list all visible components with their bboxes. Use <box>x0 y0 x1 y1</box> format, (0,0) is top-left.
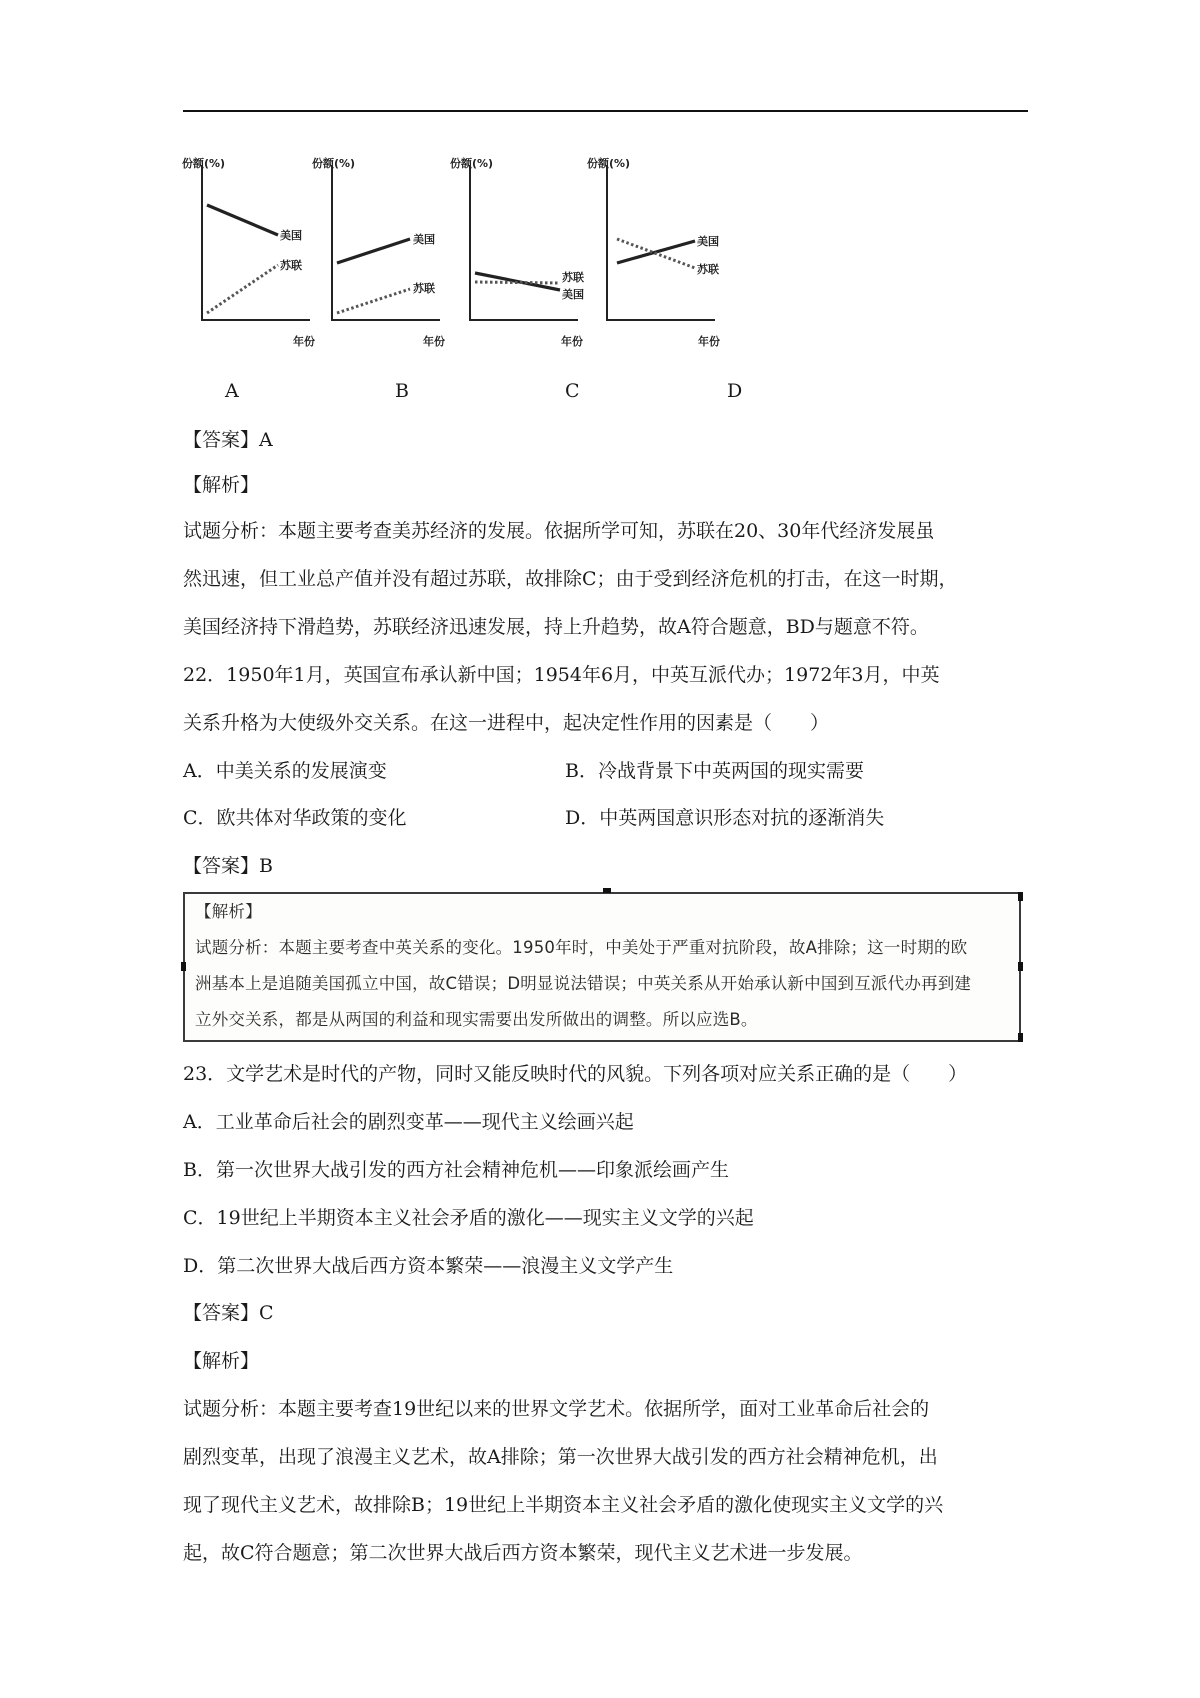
q22-analysis-screenshot <box>183 892 1021 1042</box>
q23-analysis-line-4: 起，故C符合题意；第二次世界大战后西方资本繁荣，现代主义艺术进一步发展。 <box>183 1542 863 1564</box>
chart-b <box>310 155 460 355</box>
q21-analysis-line-2: 然迅速，但工业总产值并没有超过苏联，故排除C；由于受到经济危机的打击，在这一时期， <box>183 568 958 590</box>
chart-a <box>180 155 330 355</box>
q22-stem-line-2: 关系升格为大使级外交关系。在这一进程中，起决定性作用的因素是（ ） <box>183 712 830 734</box>
q23-answer: 【答案】C <box>183 1302 274 1324</box>
q23-analysis-line-3: 现了现代主义艺术，故排除B；19世纪上半期资本主义社会矛盾的激化使现实主义文学的兴 <box>183 1494 944 1516</box>
chart-a-us-line <box>207 205 278 235</box>
q23-option-c: C．19世纪上半期资本主义社会矛盾的激化——现实主义文学的兴起 <box>183 1207 754 1229</box>
chart-d-x-label: 年份 <box>698 335 720 348</box>
chart-b-us-label: 美国 <box>413 233 435 246</box>
chart-letter-b: B <box>395 380 409 402</box>
q22-answer: 【答案】B <box>183 855 273 877</box>
q22-analysis-line-3: 立外交关系，都是从两国的利益和现实需要出发所做出的调整。所以应选B。 <box>195 1010 758 1029</box>
chart-letter-c: C <box>565 380 580 402</box>
header-rule <box>183 110 1028 112</box>
chart-c-y-label: 份额(%) <box>450 157 494 170</box>
q23-analysis-line-2: 剧烈变革，出现了浪漫主义艺术，故A排除；第一次世界大战引发的西方社会精神危机，出 <box>183 1446 938 1468</box>
resize-handle-right-mid <box>1018 962 1023 971</box>
q22-stem-line-1: 22．1950年1月，英国宣布承认新中国；1954年6月，中英互派代办；1972年3月，中英 <box>183 664 940 686</box>
chart-c-us-label: 美国 <box>562 288 584 301</box>
chart-c <box>448 155 598 355</box>
chart-b-x-label: 年份 <box>423 335 445 348</box>
q22-option-c: C．欧共体对华政策的变化 <box>183 807 407 829</box>
chart-b-su-line <box>337 289 410 313</box>
chart-a-su-label: 苏联 <box>280 259 302 272</box>
chart-d-su-label: 苏联 <box>697 263 719 276</box>
q23-option-d: D．第二次世界大战后西方资本繁荣——浪漫主义文学产生 <box>183 1255 674 1277</box>
chart-c-su-label: 苏联 <box>562 271 584 284</box>
chart-d <box>585 155 735 355</box>
q21-analysis-line-3: 美国经济持下滑趋势，苏联经济迅速发展，持上升趋势，故A符合题意，BD与题意不符。 <box>183 616 929 638</box>
q23-stem: 23．文学艺术是时代的产物，同时又能反映时代的风貌。下列各项对应关系正确的是（ ） <box>183 1063 968 1085</box>
chart-b-us-line <box>337 239 410 263</box>
chart-a-y-label: 份额(%) <box>182 157 226 170</box>
resize-handle-top <box>603 888 611 893</box>
chart-d-y-label: 份额(%) <box>587 157 631 170</box>
chart-b-su-label: 苏联 <box>413 282 435 295</box>
chart-letter-d: D <box>727 380 743 402</box>
q23-analysis-line-1: 试题分析：本题主要考查19世纪以来的世界文学艺术。依据所学，面对工业革命后社会的 <box>183 1398 930 1420</box>
resize-handle-right-bottom <box>1018 1033 1023 1042</box>
q22-analysis-line-1: 试题分析：本题主要考查中英关系的变化。1950年时，中美处于严重对抗阶段，故A排除；这一时期的欧 <box>195 938 968 957</box>
chart-a-axes <box>202 165 310 320</box>
q22-analysis-line-2: 洲基本上是追随美国孤立中国，故C错误；D明显说法错误；中英关系从开始承认新中国到互派代办再到建 <box>195 974 972 993</box>
resize-handle-right-top <box>1018 892 1023 901</box>
q21-analysis-label: 【解析】 <box>183 474 260 496</box>
chart-letter-a: A <box>225 380 239 402</box>
chart-c-x-label: 年份 <box>561 335 583 348</box>
q22-option-b: B．冷战背景下中英两国的现实需要 <box>565 760 864 782</box>
resize-handle-left-mid <box>181 962 186 971</box>
q21-analysis-line-1: 试题分析：本题主要考查美苏经济的发展。依据所学可知，苏联在20、30年代经济发展虽 <box>183 520 935 542</box>
q23-analysis-label: 【解析】 <box>183 1350 260 1372</box>
q22-option-a: A．中美关系的发展演变 <box>183 760 387 782</box>
q23-option-b: B．第一次世界大战引发的西方社会精神危机——印象派绘画产生 <box>183 1159 729 1181</box>
q22-option-d: D．中英两国意识形态对抗的逐渐消失 <box>565 807 885 829</box>
chart-a-us-label: 美国 <box>280 229 302 242</box>
chart-d-us-label: 美国 <box>697 235 719 248</box>
q23-option-a: A．工业革命后社会的剧烈变革——现代主义绘画兴起 <box>183 1111 634 1133</box>
chart-a-su-line <box>207 265 278 313</box>
option-charts <box>180 155 780 355</box>
q22-analysis-label: 【解析】 <box>195 902 262 921</box>
chart-b-y-label: 份额(%) <box>312 157 356 170</box>
q21-answer: 【答案】A <box>183 429 273 451</box>
chart-a-x-label: 年份 <box>293 335 315 348</box>
